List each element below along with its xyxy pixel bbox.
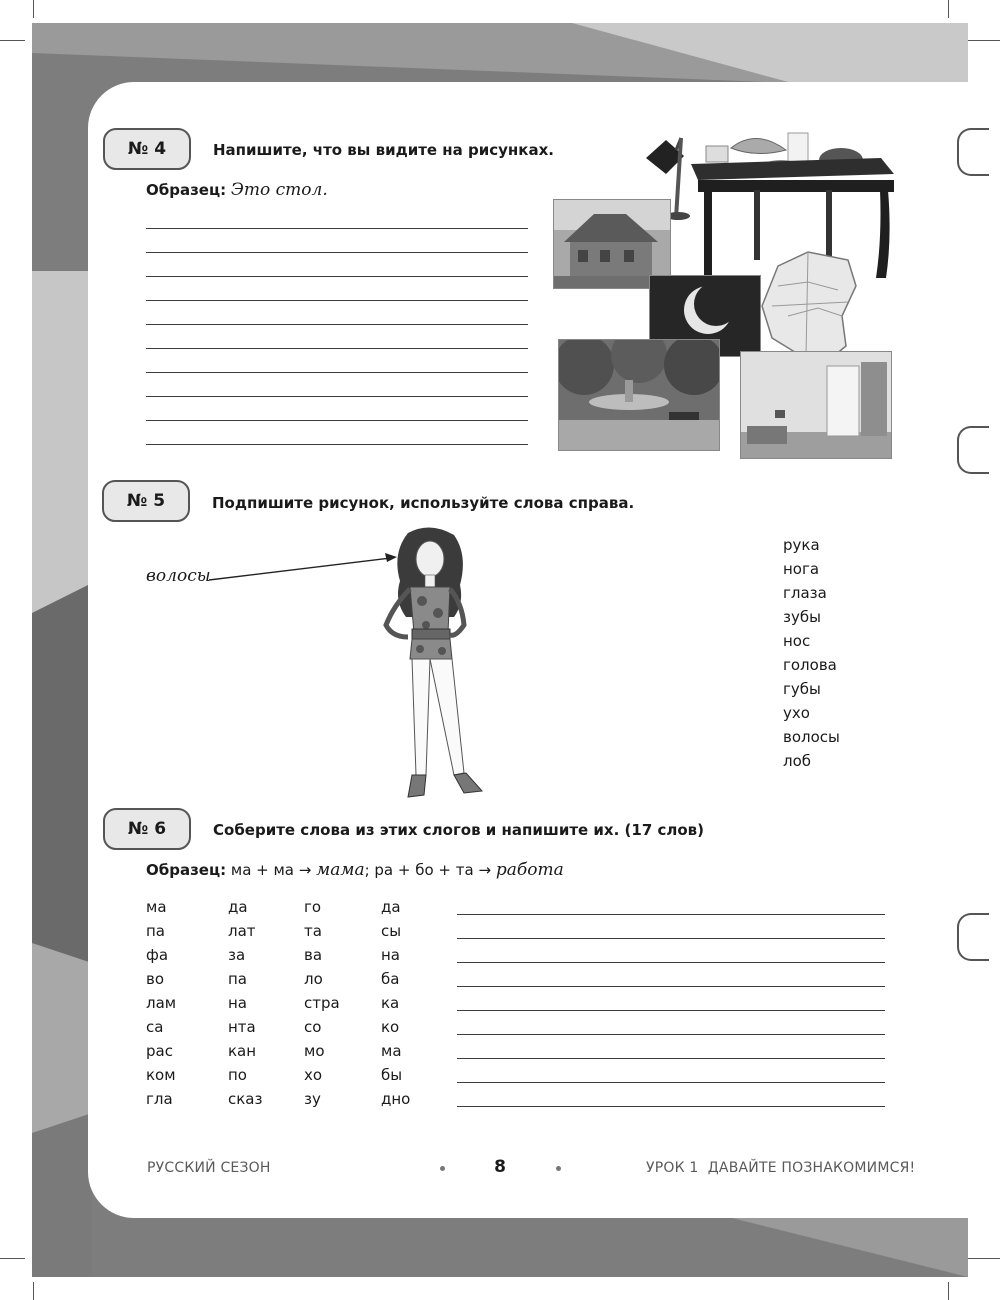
picture-map — [758, 246, 860, 368]
footer-dot — [440, 1166, 445, 1171]
syllable: го — [304, 898, 322, 916]
exercise-4-badge: № 4 — [103, 128, 191, 170]
answer-line[interactable] — [146, 300, 528, 301]
syllable: ка — [381, 994, 400, 1012]
syllable: нта — [228, 1018, 256, 1036]
syllable: зу — [304, 1090, 321, 1108]
answer-line[interactable] — [457, 938, 885, 939]
syllable: на — [381, 946, 400, 964]
picture-room — [740, 351, 892, 459]
answer-line[interactable] — [146, 396, 528, 397]
syllable: мо — [304, 1042, 325, 1060]
syllable: стра — [304, 994, 340, 1012]
word-item: нога — [783, 560, 820, 578]
syllable: ло — [304, 970, 323, 988]
syllable: сы — [381, 922, 402, 940]
answer-line[interactable] — [146, 444, 528, 445]
answer-line[interactable] — [146, 348, 528, 349]
exercise-6-instruction: Соберите слова из этих слогов и напишите их. (17 слов) — [213, 821, 705, 839]
footer-lesson-title: УРОК 1 ДАВАЙТЕ ПОЗНАКОМИМСЯ! — [646, 1160, 916, 1176]
sample-part: ма + ма → — [230, 861, 312, 879]
answer-line[interactable] — [146, 372, 528, 373]
page-number: 8 — [494, 1157, 506, 1177]
answer-line[interactable] — [457, 1058, 885, 1059]
sample-handwriting: мама — [316, 860, 365, 880]
syllable: да — [228, 898, 248, 916]
word-item: ухо — [783, 704, 810, 722]
exercise-5-instruction: Подпишите рисунок, используйте слова справа. — [212, 494, 635, 512]
syllable: кан — [228, 1042, 257, 1060]
syllable: ма — [146, 898, 167, 916]
syllable: та — [304, 922, 322, 940]
syllable: ком — [146, 1066, 176, 1084]
syllable: ба — [381, 970, 400, 988]
exercise-4-instruction: Напишите, что вы видите на рисунках. — [213, 141, 554, 159]
syllable: лам — [146, 994, 177, 1012]
exercise-5-badge: № 5 — [102, 480, 190, 522]
answer-line[interactable] — [457, 1106, 885, 1107]
edge-tab — [957, 426, 989, 474]
answer-line[interactable] — [457, 914, 885, 915]
edge-tab — [957, 913, 989, 961]
syllable: па — [146, 922, 165, 940]
answer-line[interactable] — [457, 1034, 885, 1035]
word-item: нос — [783, 632, 811, 650]
syllable: во — [146, 970, 165, 988]
answer-line[interactable] — [457, 1010, 885, 1011]
word-item: голова — [783, 656, 837, 674]
word-item: лоб — [783, 752, 812, 770]
sample-label: Образец: — [146, 181, 227, 199]
word-item: зубы — [783, 608, 821, 626]
syllable: лат — [228, 922, 256, 940]
word-item: глаза — [783, 584, 827, 602]
syllable: гла — [146, 1090, 173, 1108]
syllable: бы — [381, 1066, 403, 1084]
footer-book-title: РУССКИЙ СЕЗОН — [147, 1160, 271, 1176]
answer-line[interactable] — [457, 1082, 885, 1083]
syllable: сказ — [228, 1090, 263, 1108]
syllable: со — [304, 1018, 322, 1036]
picture-park-fountain — [558, 339, 720, 451]
edge-tab — [957, 128, 989, 176]
sample-handwriting: работа — [495, 860, 564, 880]
syllable: по — [228, 1066, 247, 1084]
syllable: дно — [381, 1090, 411, 1108]
syllable: хо — [304, 1066, 323, 1084]
syllable: ма — [381, 1042, 402, 1060]
syllable: да — [381, 898, 401, 916]
exercise-6-badge: № 6 — [103, 808, 191, 850]
answer-line[interactable] — [457, 986, 885, 987]
syllable: ко — [381, 1018, 400, 1036]
label-handwriting: волосы — [146, 566, 211, 586]
sample-label: Образец: — [146, 861, 227, 879]
syllable: за — [228, 946, 246, 964]
syllable: рас — [146, 1042, 173, 1060]
answer-line[interactable] — [146, 252, 528, 253]
sample-handwriting: Это стол. — [230, 180, 328, 200]
word-item: рука — [783, 536, 820, 554]
answer-line[interactable] — [146, 324, 528, 325]
syllable: фа — [146, 946, 169, 964]
answer-line[interactable] — [146, 276, 528, 277]
sample-part: ; ра + бо + та → — [364, 861, 492, 879]
answer-line[interactable] — [146, 420, 528, 421]
footer-dot — [556, 1166, 561, 1171]
syllable: ва — [304, 946, 323, 964]
syllable: са — [146, 1018, 164, 1036]
answer-line[interactable] — [146, 228, 528, 229]
syllable: па — [228, 970, 247, 988]
woman-figure — [368, 525, 488, 805]
syllable: на — [228, 994, 247, 1012]
answer-line[interactable] — [457, 962, 885, 963]
exercise-4-sample — [146, 180, 328, 200]
exercise-6-sample — [146, 860, 564, 880]
word-item: губы — [783, 680, 821, 698]
word-item: волосы — [783, 728, 840, 746]
